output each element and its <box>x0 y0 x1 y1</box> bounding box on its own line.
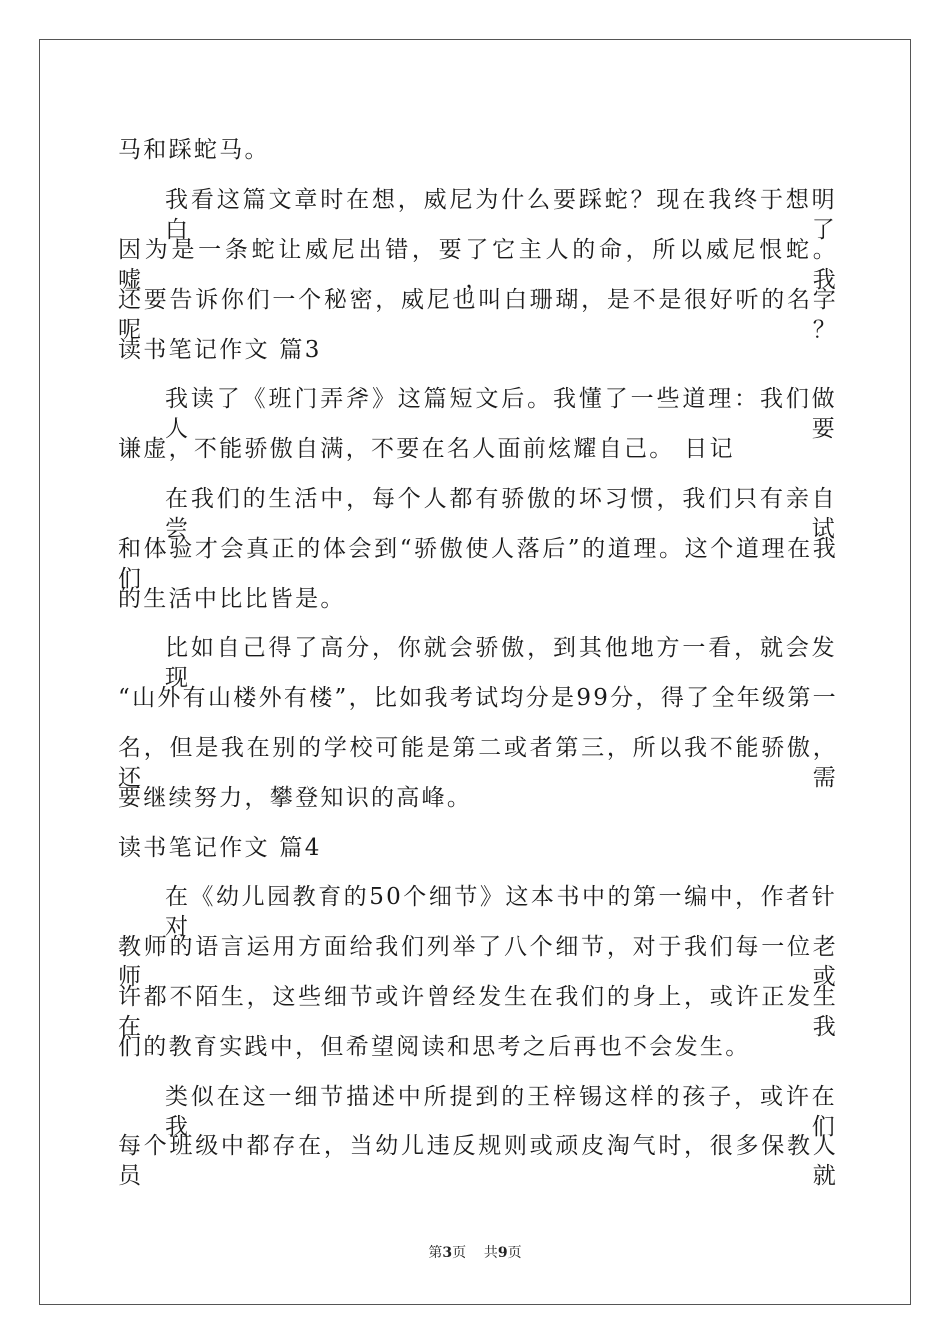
paragraph-line: “山外有山楼外有楼”，比如我考试均分是99分，得了全年级第一 <box>118 685 838 711</box>
paragraph-line: 每个班级中都存在，当幼儿违反规则或顽皮淘气时，很多保教人员就 <box>118 1133 838 1189</box>
section-heading: 读书笔记作文 篇3 <box>118 337 322 363</box>
page-number-total: 9 <box>497 1245 508 1261</box>
paragraph-line: 因为是一条蛇让威尼出错，要了它主人的命，所以威尼恨蛇。嘘，我 <box>118 237 838 293</box>
paragraph-line: 类似在这一细节描述中所提到的王梓锡这样的孩子，或许在我们 <box>165 1084 837 1140</box>
paragraph-line: 教师的语言运用方面给我们列举了八个细节，对于我们每一位老师或 <box>118 934 838 990</box>
paragraph-line: 名，但是我在别的学校可能是第二或者第三，所以我不能骄傲，还需 <box>118 735 838 791</box>
paragraph-line: 们的教育实践中，但希望阅读和思考之后再也不会发生。 <box>118 1034 751 1060</box>
page-number-current: 3 <box>442 1245 453 1261</box>
page-number-mid: 页 共 <box>452 1245 498 1261</box>
paragraph-line: 的生活中比比皆是。 <box>118 586 346 612</box>
paragraph-line: 比如自己得了高分，你就会骄傲，到其他地方一看，就会发现 <box>165 635 837 691</box>
paragraph-line: 谦虚，不能骄傲自满，不要在名人面前炫耀自己。 日记 <box>118 436 735 462</box>
paragraph-line: 要继续努力，攀登知识的高峰。 <box>118 785 473 811</box>
page-footer <box>0 1244 950 1262</box>
paragraph-line: 和体验才会真正的体会到“骄傲使人落后”的道理。这个道理在我们 <box>118 536 838 592</box>
paragraph-line: 我读了《班门弄斧》这篇短文后。我懂了一些道理：我们做人要 <box>165 386 837 442</box>
paragraph-line: 马和踩蛇马。 <box>118 137 270 163</box>
page-number-suffix: 页 <box>507 1245 522 1261</box>
paragraph-line: 在《幼儿园教育的50个细节》这本书中的第一编中，作者针对 <box>165 884 837 940</box>
paragraph-line: 许都不陌生，这些细节或许曾经发生在我们的身上，或许正发生在我 <box>118 984 838 1040</box>
paragraph-line: 还要告诉你们一个秘密，威尼也叫白珊瑚，是不是很好听的名字呢？ <box>118 287 838 343</box>
page-number-prefix: 第 <box>428 1245 443 1261</box>
section-heading: 读书笔记作文 篇4 <box>118 835 322 861</box>
paragraph-line: 在我们的生活中，每个人都有骄傲的坏习惯，我们只有亲自尝试 <box>165 486 837 542</box>
paragraph-line: 我看这篇文章时在想，威尼为什么要踩蛇？现在我终于想明白了 <box>165 187 837 243</box>
